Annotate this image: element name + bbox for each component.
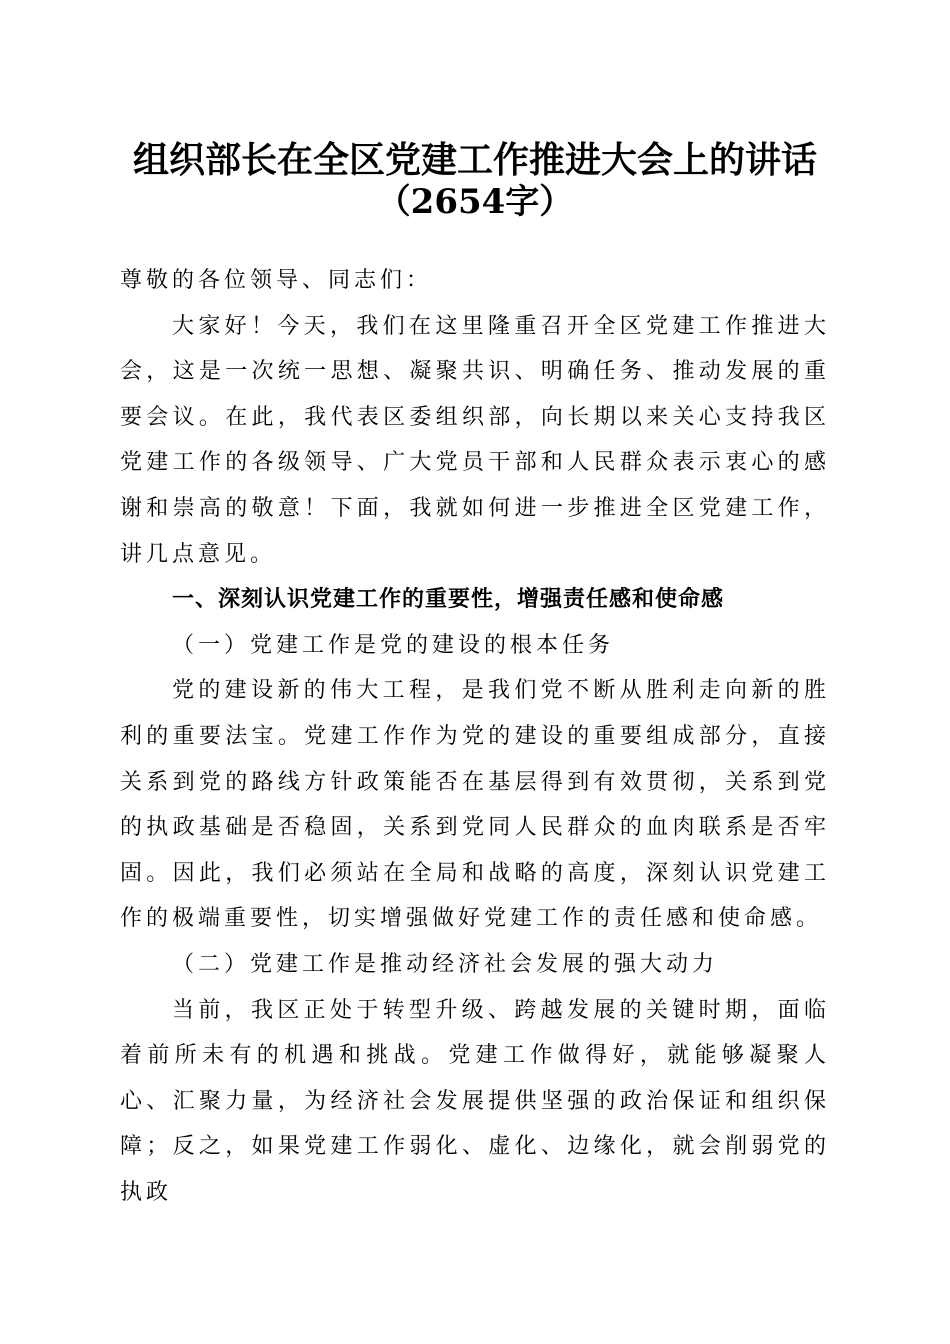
subsection-paragraph-2: 当前，我区正处于转型升级、跨越发展的关键时期，面临着前所未有的机遇和挑战。党建工作做得好，就能够凝聚人心、汇聚力量，为经济社会发展提供坚强的政治保证和组织保障；反之，如果党建工作弱化、虚化、边缘化，就会削弱党的执政 <box>120 997 830 1205</box>
subsection-heading-1: （一）党建工作是党的建设的根本任务 <box>172 632 615 658</box>
section-heading-1: 一、深刻认识党建工作的重要性，增强责任感和使命感 <box>172 587 725 613</box>
document-body <box>120 258 830 1215</box>
subsection-paragraph-1: 党的建设新的伟大工程，是我们党不断从胜利走向新的胜利的重要法宝。党建工作作为党的建设的重要组成部分，直接关系到党的路线方针政策能否在基层得到有效贯彻，关系到党的执政基础是否稳固，关系到党同人民群众的血肉联系是否牢固。因此，我们必须站在全局和战略的高度，深刻认识党建工作的极端重要性，切实增强做好党建工作的责任感和使命感。 <box>120 678 830 932</box>
opening-paragraph: 大家好！今天，我们在这里隆重召开全区党建工作推进大会，这是一次统一思想、凝聚共识、明确任务、推动发展的重要会议。在此，我代表区委组织部，向长期以来关心支持我区党建工作的各级领导、广大党员干部和人民群众表示衷心的感谢和崇高的敬意！下面，我就如何进一步推进全区党建工作，讲几点意见。 <box>120 313 830 567</box>
salutation: 尊敬的各位领导、同志们： <box>120 268 433 293</box>
document-word-count: （2654字） <box>376 182 574 222</box>
document-title: 组织部长在全区党建工作推进大会上的讲话 <box>132 139 817 181</box>
subsection-heading-2: （二）党建工作是推动经济社会发展的强大动力 <box>172 951 719 977</box>
